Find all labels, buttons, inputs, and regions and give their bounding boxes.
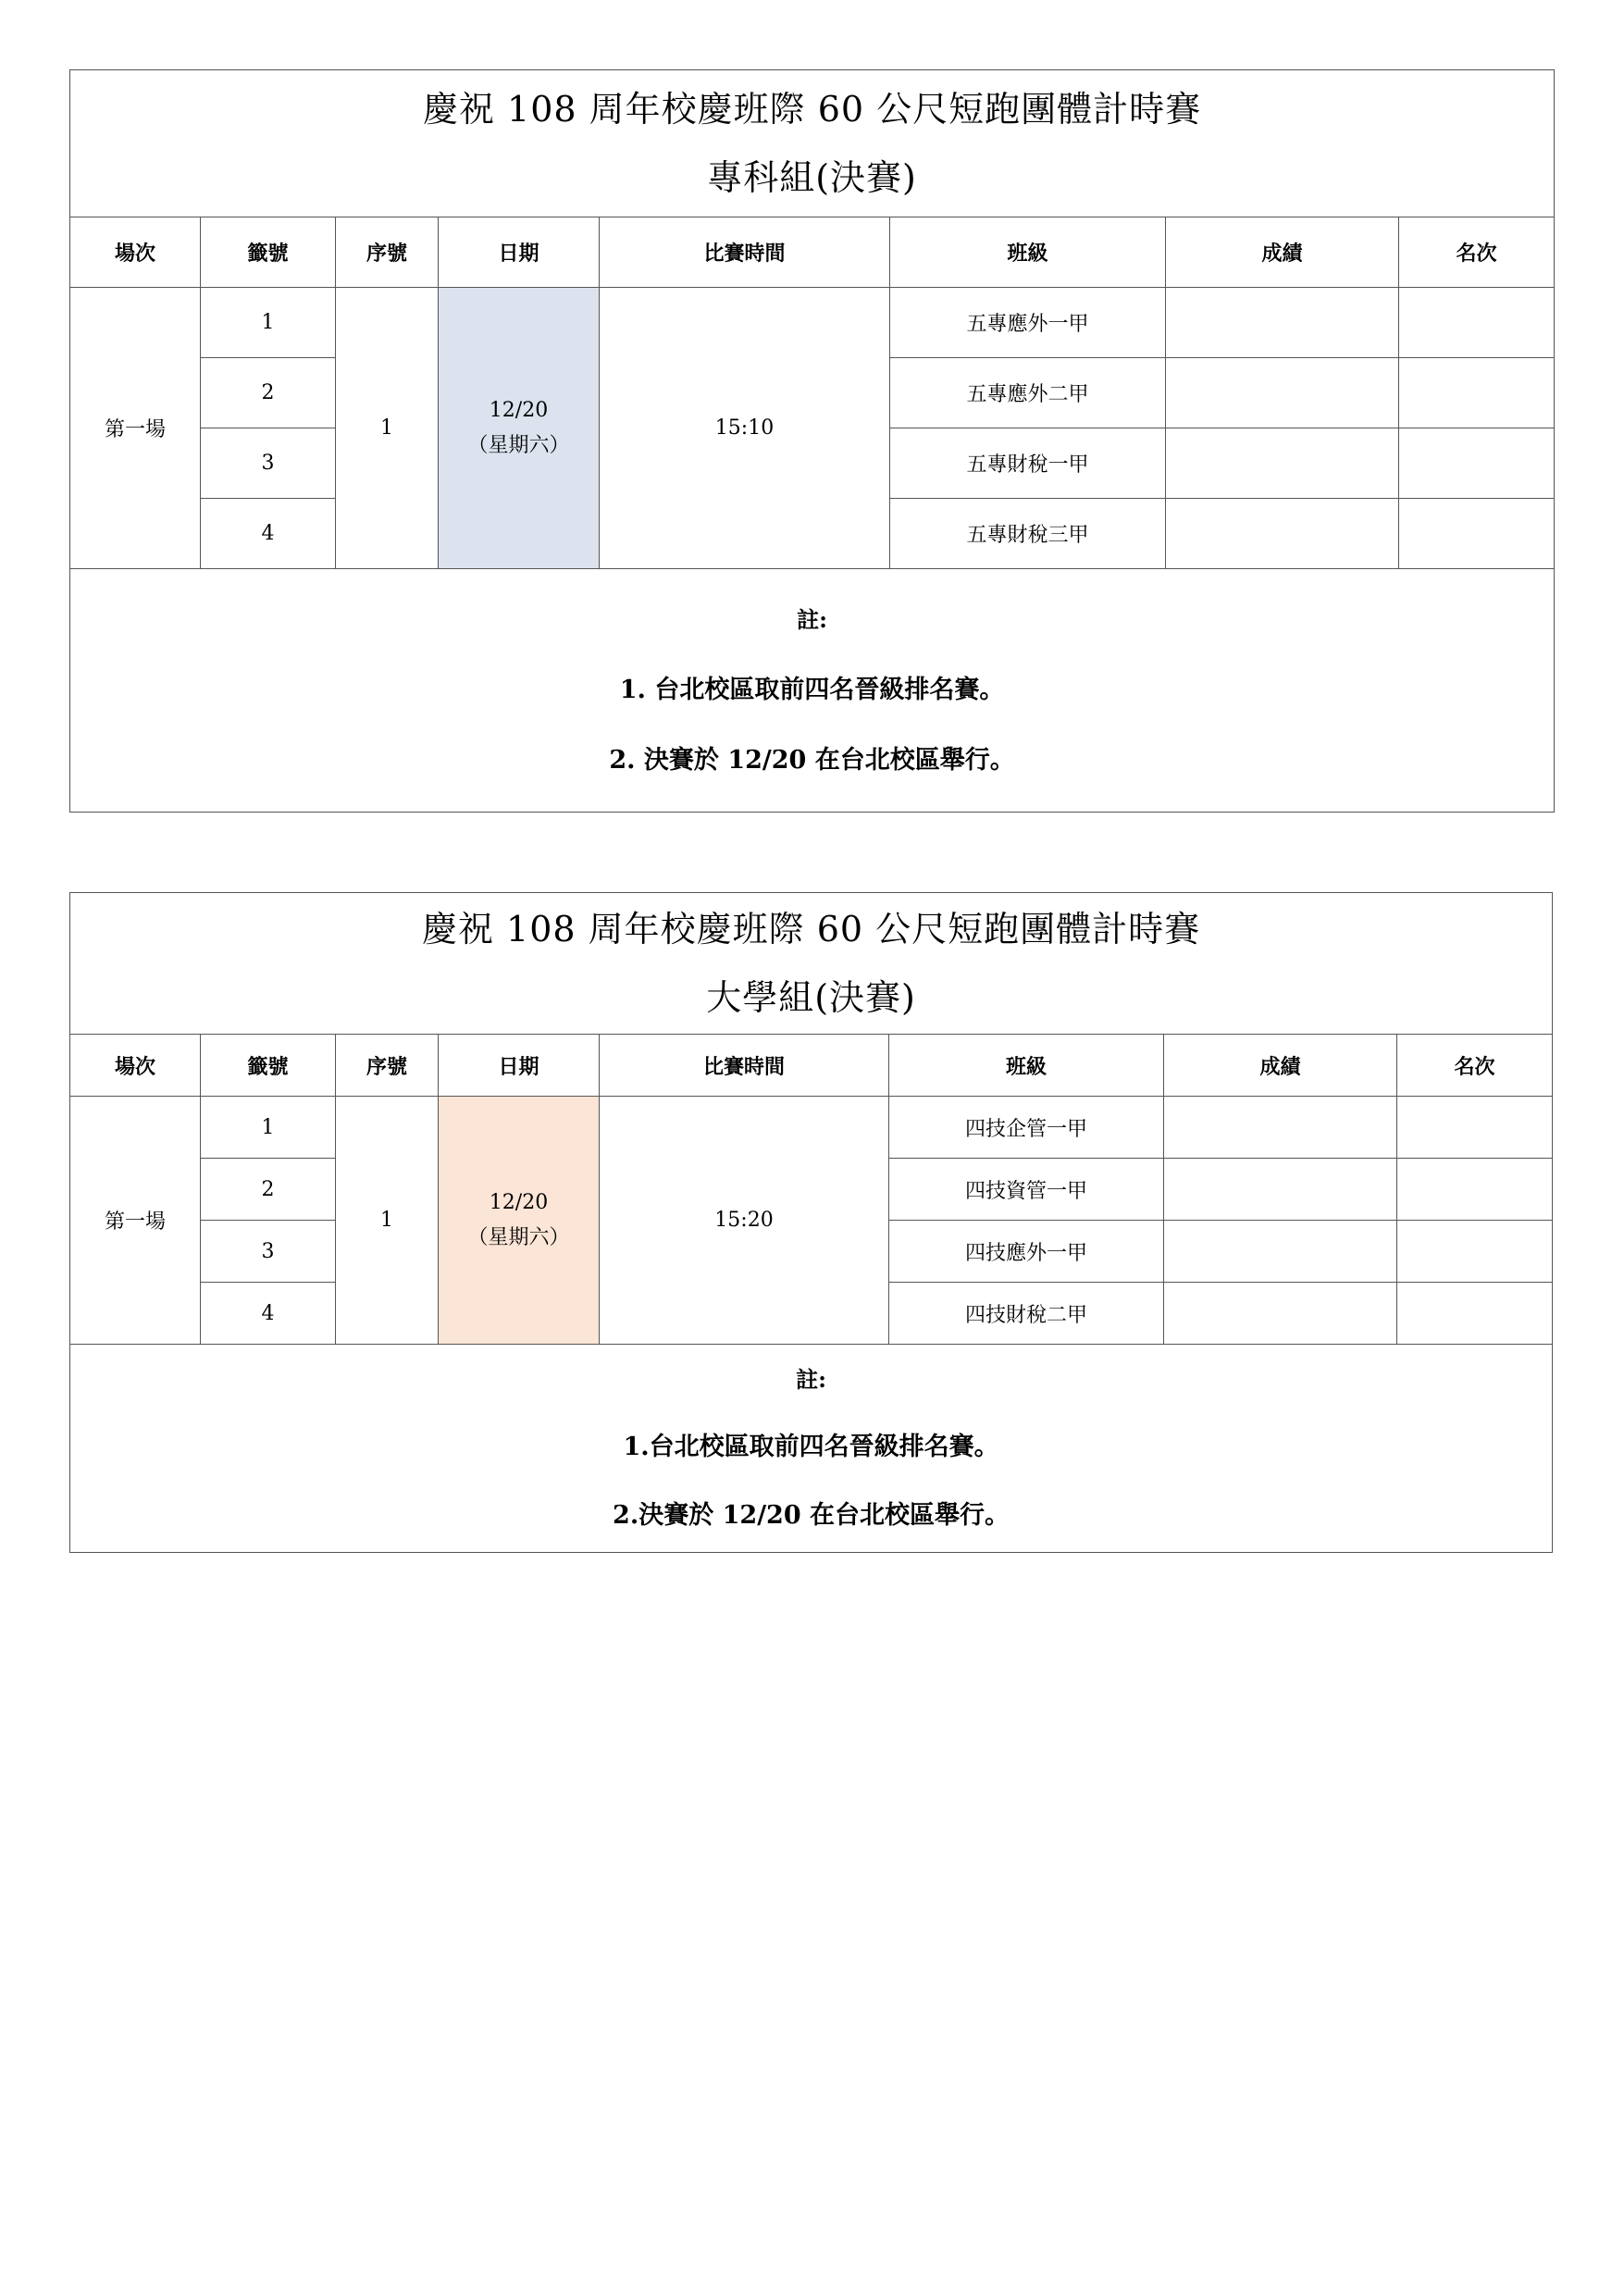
schedule-table-vocational (69, 69, 1555, 813)
time-cell: 15:10 (600, 288, 890, 569)
header-draw: 籤號 (201, 217, 336, 288)
session-cell: 第一場 (70, 1097, 201, 1345)
header-rank: 名次 (1399, 217, 1555, 288)
table-title-cell (70, 893, 1553, 1035)
event-title: 慶祝 108 周年校慶班際 60 公尺短跑團體計時賽 (422, 89, 1202, 130)
header-rank: 名次 (1397, 1035, 1553, 1097)
date-value: 12/20 (489, 1190, 549, 1214)
rank-cell[interactable] (1397, 1097, 1553, 1159)
header-row (70, 217, 1555, 288)
note-item: 1.台北校區取前四名晉級排名賽。 (623, 1433, 999, 1461)
header-draw: 籤號 (201, 1035, 336, 1097)
header-time: 比賽時間 (600, 1035, 889, 1097)
date-cell (439, 1097, 600, 1345)
event-title: 慶祝 108 周年校慶班際 60 公尺短跑團體計時賽 (421, 909, 1201, 949)
header-row (70, 1035, 1553, 1097)
seq-cell: 1 (336, 288, 439, 569)
table-row (70, 1097, 1553, 1159)
score-cell[interactable] (1164, 1283, 1397, 1345)
class-cell: 五專應外一甲 (890, 288, 1166, 358)
header-time: 比賽時間 (600, 217, 890, 288)
header-class: 班級 (890, 217, 1166, 288)
score-cell[interactable] (1164, 1097, 1397, 1159)
division-subtitle: 專科組(決賽) (707, 157, 917, 198)
session-cell: 第一場 (70, 288, 201, 569)
schedule-table-university (69, 892, 1553, 1553)
header-date: 日期 (439, 1035, 600, 1097)
draw-cell: 3 (201, 428, 336, 499)
draw-cell: 4 (201, 1283, 336, 1345)
header-score: 成績 (1164, 1035, 1397, 1097)
score-cell[interactable] (1166, 428, 1399, 499)
header-score: 成績 (1166, 217, 1399, 288)
table-row (70, 288, 1555, 358)
draw-cell: 1 (201, 1097, 336, 1159)
draw-cell: 1 (201, 288, 336, 358)
class-cell: 四技財稅二甲 (889, 1283, 1164, 1345)
rank-cell[interactable] (1397, 1221, 1553, 1283)
draw-cell: 2 (201, 358, 336, 428)
weekday-value: （星期六） (467, 433, 570, 457)
class-cell: 四技資管一甲 (889, 1159, 1164, 1221)
class-cell: 五專財稅三甲 (890, 499, 1166, 569)
notes-cell (70, 569, 1555, 813)
time-cell: 15:20 (600, 1097, 889, 1345)
draw-cell: 4 (201, 499, 336, 569)
header-session: 場次 (70, 1035, 201, 1097)
seq-cell: 1 (336, 1097, 439, 1345)
header-seq: 序號 (336, 217, 439, 288)
date-cell (439, 288, 600, 569)
score-cell[interactable] (1166, 288, 1399, 358)
notes-label: 註: (796, 1366, 826, 1393)
weekday-value: （星期六） (467, 1225, 570, 1249)
class-cell: 四技應外一甲 (889, 1221, 1164, 1283)
notes-cell (70, 1345, 1553, 1553)
header-seq: 序號 (336, 1035, 439, 1097)
class-cell: 四技企管一甲 (889, 1097, 1164, 1159)
draw-cell: 2 (201, 1159, 336, 1221)
rank-cell[interactable] (1397, 1159, 1553, 1221)
score-cell[interactable] (1166, 499, 1399, 569)
class-cell: 五專應外二甲 (890, 358, 1166, 428)
header-session: 場次 (70, 217, 201, 288)
score-cell[interactable] (1164, 1221, 1397, 1283)
rank-cell[interactable] (1399, 288, 1555, 358)
notes-label: 註: (797, 606, 827, 633)
rank-cell[interactable] (1397, 1283, 1553, 1345)
header-class: 班級 (889, 1035, 1164, 1097)
class-cell: 五專財稅一甲 (890, 428, 1166, 499)
table-title-cell (70, 70, 1555, 217)
note-item: 2. 決賽於 12/20 在台北校區舉行。 (609, 746, 1015, 775)
score-cell[interactable] (1164, 1159, 1397, 1221)
rank-cell[interactable] (1399, 428, 1555, 499)
date-value: 12/20 (489, 398, 549, 422)
score-cell[interactable] (1166, 358, 1399, 428)
note-item: 1. 台北校區取前四名晉級排名賽。 (619, 676, 1005, 704)
header-date: 日期 (439, 217, 600, 288)
draw-cell: 3 (201, 1221, 336, 1283)
note-item: 2.決賽於 12/20 在台北校區舉行。 (613, 1501, 1010, 1530)
rank-cell[interactable] (1399, 499, 1555, 569)
rank-cell[interactable] (1399, 358, 1555, 428)
division-subtitle: 大學組(決賽) (706, 977, 916, 1018)
